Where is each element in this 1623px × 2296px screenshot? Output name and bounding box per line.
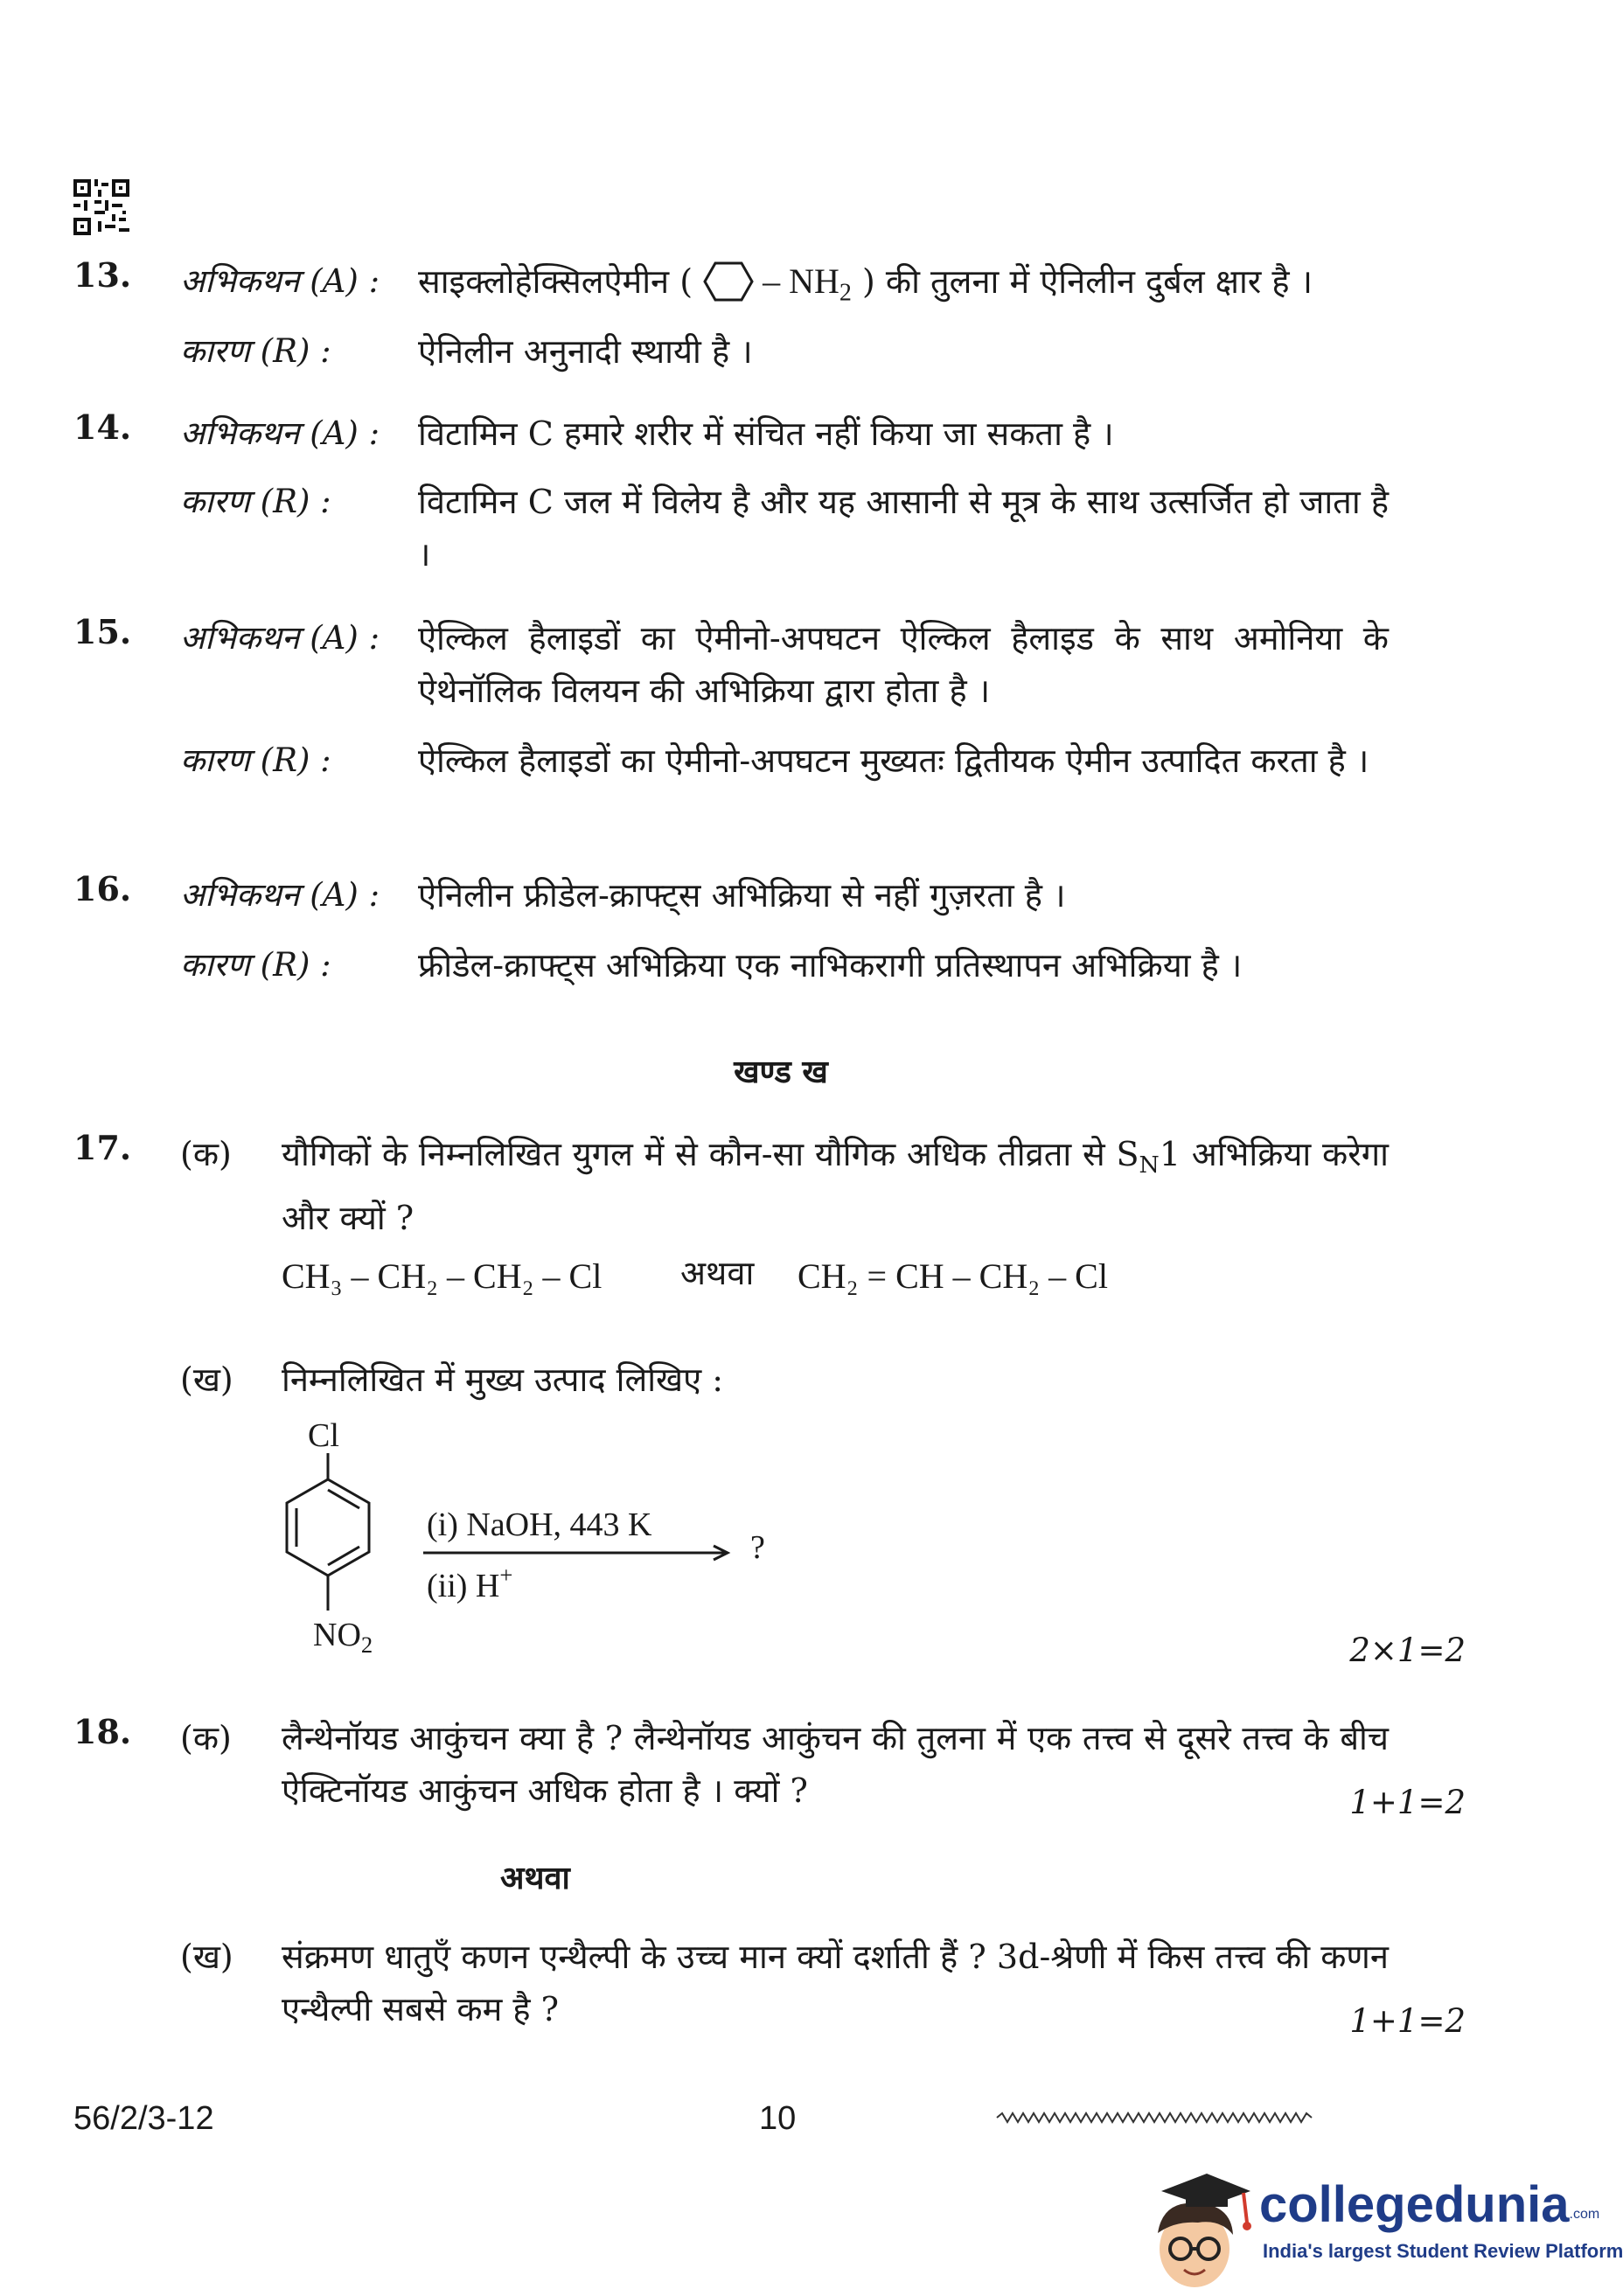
reason-label-16: कारण (R) : — [180, 946, 331, 984]
reactant-chloro: Cl — [308, 1417, 339, 1454]
section-heading: खण्ड ख — [734, 1054, 828, 1090]
assertion-text-13: साइक्लोहेक्सिलऐमीन ( – $NH_2$ ) की तुलना में ऐनिलीन दुर्बल क्षार है । — [418, 261, 1313, 307]
compound-1: CH₃ – CH₂ – CH₂ – Cl — [282, 1256, 603, 1296]
assertion-label-15: अभिकथन (A) : — [180, 619, 380, 657]
page-number: 10 — [759, 2100, 797, 2137]
question-number-17: 17. — [73, 1128, 132, 1167]
qr-code — [73, 179, 129, 235]
wavy-line — [997, 2111, 1312, 2125]
assertion-label-13: अभिकथन (A) : — [180, 262, 380, 300]
or-word-18: अथवा — [500, 1861, 570, 1896]
amine-group: NH — [789, 261, 839, 301]
paper-code: 56/2/3-12 — [73, 2100, 214, 2137]
marks-17: 2×1=2 — [1349, 1632, 1466, 1669]
q17-part-a-text — [282, 1128, 1389, 1244]
reason-text-13: ऐनिलीन अनुनादी स्थायी है । — [418, 332, 753, 371]
assertion-text-15: ऐल्किल हैलाइडों का ऐमीनो-अपघटन ऐल्किल हैलाइड के साथ अमोनिया के ऐथेनॉलिक विलयन की अभिक्रिया द्वारा होता है । — [418, 619, 1389, 710]
reagent-1: (i) NaOH, 443 K — [427, 1506, 652, 1543]
q17-part-a-text-pre: यौगिकों के निम्नलिखित युगल में से कौन-सा यौगिक अधिक तीव्रता से S — [282, 1135, 1139, 1173]
brand-name-text: collegedunia — [1259, 2176, 1570, 2233]
brand-dotcom: .com — [1569, 2207, 1600, 2222]
q18-part-b-text: संक्रमण धातुएँ कणन एन्थैल्पी के उच्च मान क्यों दर्शाती हैं ? 3d-श्रेणी में किस तत्त्व की कणन एन्थैल्पी सबसे कम है ? — [282, 1938, 1389, 2028]
question-number-15: 15. — [73, 612, 132, 651]
amine-group-sub: 2 — [839, 279, 852, 307]
assertion-label-14: अभिकथन (A) : — [180, 414, 380, 452]
or-word-17: अथवा — [680, 1254, 755, 1292]
question-number-14: 14. — [73, 407, 132, 447]
mascot-icon — [1137, 2142, 1259, 2291]
q17-part-a-text-sub: N — [1139, 1151, 1160, 1179]
assertion-label-16: अभिकथन (A) : — [180, 876, 380, 914]
q17-part-b-text: निम्नलिखित में मुख्य उत्पाद लिखिए : — [282, 1360, 724, 1399]
reagent-2-text: (ii) H — [427, 1567, 500, 1604]
question-number-13: 13. — [73, 255, 132, 295]
reason-text-14: विटामिन C जल में विलेय है और यह आसानी से मूत्र के साथ उत्सर्जित हो जाता है । — [418, 483, 1389, 574]
reason-text-16: फ्रीडेल-क्राफ्ट्स अभिक्रिया एक नाभिकरागी प्रतिस्थापन अभिक्रिया है । — [418, 946, 1243, 984]
reason-label-13: कारण (R) : — [180, 332, 331, 370]
brand-tagline: India's largest Student Review Platform — [1263, 2240, 1623, 2262]
compound-2: CH₂ = CH – CH₂ – Cl — [798, 1256, 1108, 1296]
question-number-16: 16. — [73, 869, 132, 908]
reaction-arrow — [423, 1544, 738, 1562]
q17-part-a-text-post: 1 अभिक्रिया करेगा और क्यों ? — [282, 1135, 1389, 1237]
brand-name — [1259, 2175, 1599, 2234]
assertion-text-16: ऐनिलीन फ्रीडेल-क्राफ्ट्स अभिक्रिया से नहीं गुज़रता है । — [418, 876, 1066, 915]
reagent-2-sup: + — [499, 1562, 513, 1588]
collegedunia-logo — [1137, 2142, 1623, 2291]
marks-18b: 1+1=2 — [1349, 2002, 1466, 2040]
q18-part-b-marker: (ख) — [180, 1938, 233, 1976]
assertion-text-13-pre: साइक्लोहेक्सिलऐमीन ( — [418, 262, 693, 301]
reason-label-14: कारण (R) : — [180, 483, 331, 520]
reagent-2 — [427, 1562, 512, 1605]
benzene-ring — [271, 1453, 385, 1619]
product-unknown: ? — [750, 1529, 765, 1566]
q18-part-a-text: लैन्थेनॉयड आकुंचन क्या है ? लैन्थेनॉयड आकुंचन की तुलना में एक तत्त्व से दूसरे तत्त्व के बीच ऐक्टिनॉयड आकुंचन अधिक होता है । क्यों ? — [282, 1719, 1389, 1810]
reactant-nitro-text: NO — [313, 1617, 361, 1653]
q17-part-b-marker: (ख) — [180, 1360, 233, 1399]
reason-text-15: ऐल्किल हैलाइडों का ऐमीनो-अपघटन मुख्यतः द्वितीयक ऐमीन उत्पादित करता है । — [418, 741, 1369, 780]
reactant-nitro-sub: 2 — [360, 1631, 373, 1658]
assertion-text-13-post: ) की तुलना में ऐनिलीन दुर्बल क्षार है । — [862, 262, 1313, 301]
q17-part-a-marker: (क) — [180, 1135, 232, 1173]
reason-label-15: कारण (R) : — [180, 741, 331, 779]
assertion-text-14: विटामिन C हमारे शरीर में संचित नहीं किया जा सकता है । — [418, 414, 1114, 453]
marks-18a: 1+1=2 — [1349, 1784, 1466, 1821]
cyclohexane-ring — [703, 261, 754, 302]
question-number-18: 18. — [73, 1712, 132, 1751]
reactant-nitro — [313, 1616, 373, 1659]
q18-part-a-marker: (क) — [180, 1719, 232, 1757]
